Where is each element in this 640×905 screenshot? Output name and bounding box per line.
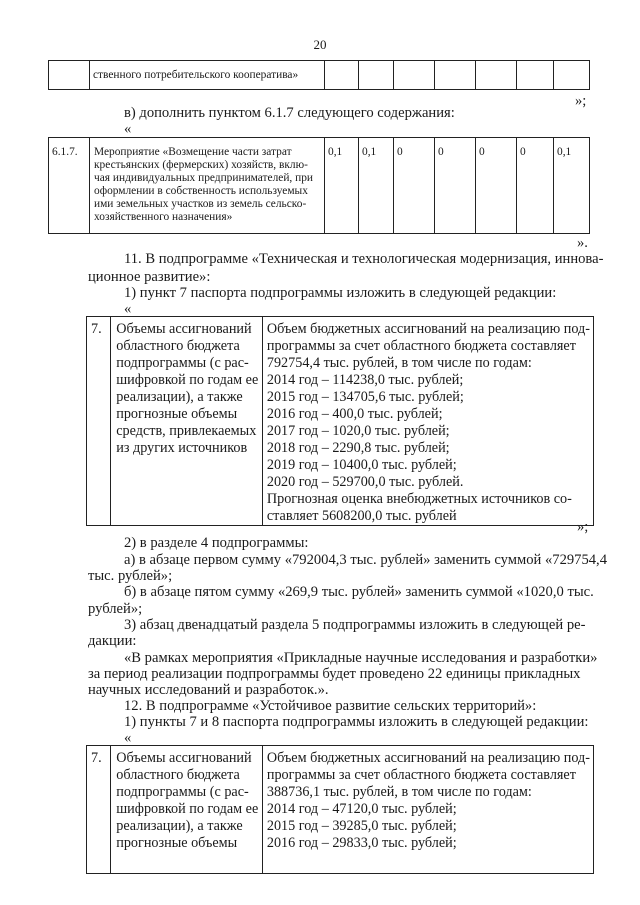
measure-description: Мероприятие «Возмещение части затрат крестьянских (фермерских) хозяйств, вклю- чая индивидуальных предпринимателей, при оформлении в собственность используемых ими земельных участков из земель сельско- хозяйственного назначения» bbox=[94, 146, 314, 223]
table-cell-number bbox=[87, 746, 111, 874]
paragraph-3-line2: дакции: bbox=[88, 633, 137, 649]
paragraph-11-item1: 1) пункт 7 паспорта подпрограммы изложить в следующей редакции: bbox=[124, 285, 557, 301]
table-cell-value: 0 bbox=[476, 138, 517, 234]
table-cell-number bbox=[49, 138, 90, 234]
paragraph-b-line2: рублей»; bbox=[88, 601, 143, 617]
table-cell-allocation bbox=[262, 317, 593, 526]
page-number: 20 bbox=[313, 37, 327, 52]
table-cell-value: 0,1 bbox=[359, 138, 394, 234]
table-cell-empty bbox=[517, 61, 554, 90]
table-cell-empty bbox=[435, 61, 476, 90]
table-cell-value: 0,1 bbox=[325, 138, 359, 234]
paragraph-11-line1: 11. В подпрограмме «Техническая и технологическая модернизация, иннова- bbox=[124, 251, 604, 267]
table-cell-empty bbox=[476, 61, 517, 90]
closing-quote: ». bbox=[577, 235, 588, 251]
paragraph-12-item1: 1) пункты 7 и 8 паспорта подпрограммы изложить в следующей редакции: bbox=[124, 714, 589, 730]
item-number: 6.1.7. bbox=[52, 146, 78, 158]
allocation-text: Объем бюджетных ассигнований на реализацию под- программы за счет областного бюджета составляет 792754,4 тыс. рублей, в том числе по годам: 2014 год – 114238,0 тыс. рублей; 2015 год – 134705,6 тыс. рублей; 2016 год – 400,0 тыс. рублей; 2017 год – 1020,0 тыс. рублей; 2018 год – 2290,8 тыс. рублей; 2019 год – 10400,0 тыс. рублей; 2020 год – 529700,0 тыс. рублей. Прогнозная оценка внебюджетных источников со- ставляет 5608200,0 тыс. рублей bbox=[266, 321, 590, 524]
table-cell-empty bbox=[49, 61, 90, 90]
table-cell-text bbox=[90, 61, 325, 90]
allocation-text: Объем бюджетных ассигнований на реализацию под- программы за счет областного бюджета составляет 388736,1 тыс. рублей, в том числе по годам: 2014 год – 47120,0 тыс. рублей; 2015 год – 39285,0 тыс. рублей; 2016 год – 29833,0 тыс. рублей; bbox=[266, 750, 590, 851]
item-number: 7. bbox=[91, 750, 102, 766]
table-cell-number bbox=[87, 317, 111, 526]
table-continuation bbox=[48, 60, 590, 90]
item-number: 7. bbox=[91, 321, 102, 337]
allocation-label: Объемы ассигнований областного бюджета подпрограммы (с рас- шифровкой по годам ее реализации), а также прогнозные объемы bbox=[116, 750, 259, 851]
table-cell-value: 0,1 bbox=[554, 138, 590, 234]
paragraph-2: 2) в разделе 4 подпрограммы: bbox=[124, 535, 309, 551]
table-cell-empty bbox=[359, 61, 394, 90]
table-cell-empty bbox=[394, 61, 435, 90]
table-passport-item-7 bbox=[86, 316, 594, 526]
table-cell-allocation bbox=[262, 746, 593, 874]
table-cell-value: 0 bbox=[517, 138, 554, 234]
closing-quote: »; bbox=[577, 519, 589, 535]
table-cell-empty bbox=[554, 61, 590, 90]
paragraph-v: в) дополнить пунктом 6.1.7 следующего содержания: bbox=[124, 105, 455, 121]
allocation-label: Объемы ассигнований областного бюджета подпрограммы (с рас- шифровкой по годам ее реализации), а также прогнозные объемы средств, привлекаемых из других источников bbox=[116, 321, 259, 456]
paragraph-11-line2: ционное развитие»: bbox=[88, 269, 211, 285]
table-cell-empty bbox=[325, 61, 359, 90]
opening-quote: « bbox=[124, 730, 132, 746]
quoted-paragraph-line1: «В рамках мероприятия «Прикладные научные исследования и разработки» bbox=[124, 650, 598, 666]
table-text: ственного потребительского кооператива» bbox=[93, 69, 299, 81]
table-measure-6-1-7 bbox=[48, 137, 590, 234]
paragraph-a-line2: тыс. рублей»; bbox=[88, 568, 173, 584]
paragraph-a-line1: а) в абзаце первом сумму «792004,3 тыс. рублей» заменить суммой «729754,4 bbox=[124, 552, 607, 568]
opening-quote: « bbox=[124, 121, 132, 137]
table-cell-value: 0 bbox=[435, 138, 476, 234]
opening-quote: « bbox=[124, 301, 132, 317]
paragraph-12: 12. В подпрограмме «Устойчивое развитие сельских территорий»: bbox=[124, 698, 537, 714]
quoted-paragraph-line3: научных исследований и разработок.». bbox=[88, 682, 329, 698]
closing-quote: »; bbox=[575, 93, 587, 109]
table-passport-item-7-rural bbox=[86, 745, 594, 874]
table-cell-value: 0 bbox=[394, 138, 435, 234]
table-cell-label bbox=[111, 746, 263, 874]
paragraph-b-line1: б) в абзаце пятом сумму «269,9 тыс. рублей» заменить суммой «1020,0 тыс. bbox=[124, 584, 594, 600]
table-cell-description bbox=[90, 138, 325, 234]
table-cell-label bbox=[111, 317, 263, 526]
paragraph-3-line1: 3) абзац двенадцатый раздела 5 подпрограммы изложить в следующей ре- bbox=[124, 617, 586, 633]
quoted-paragraph-line2: за период реализации подпрограммы будет проведено 22 единицы прикладных bbox=[88, 666, 581, 682]
